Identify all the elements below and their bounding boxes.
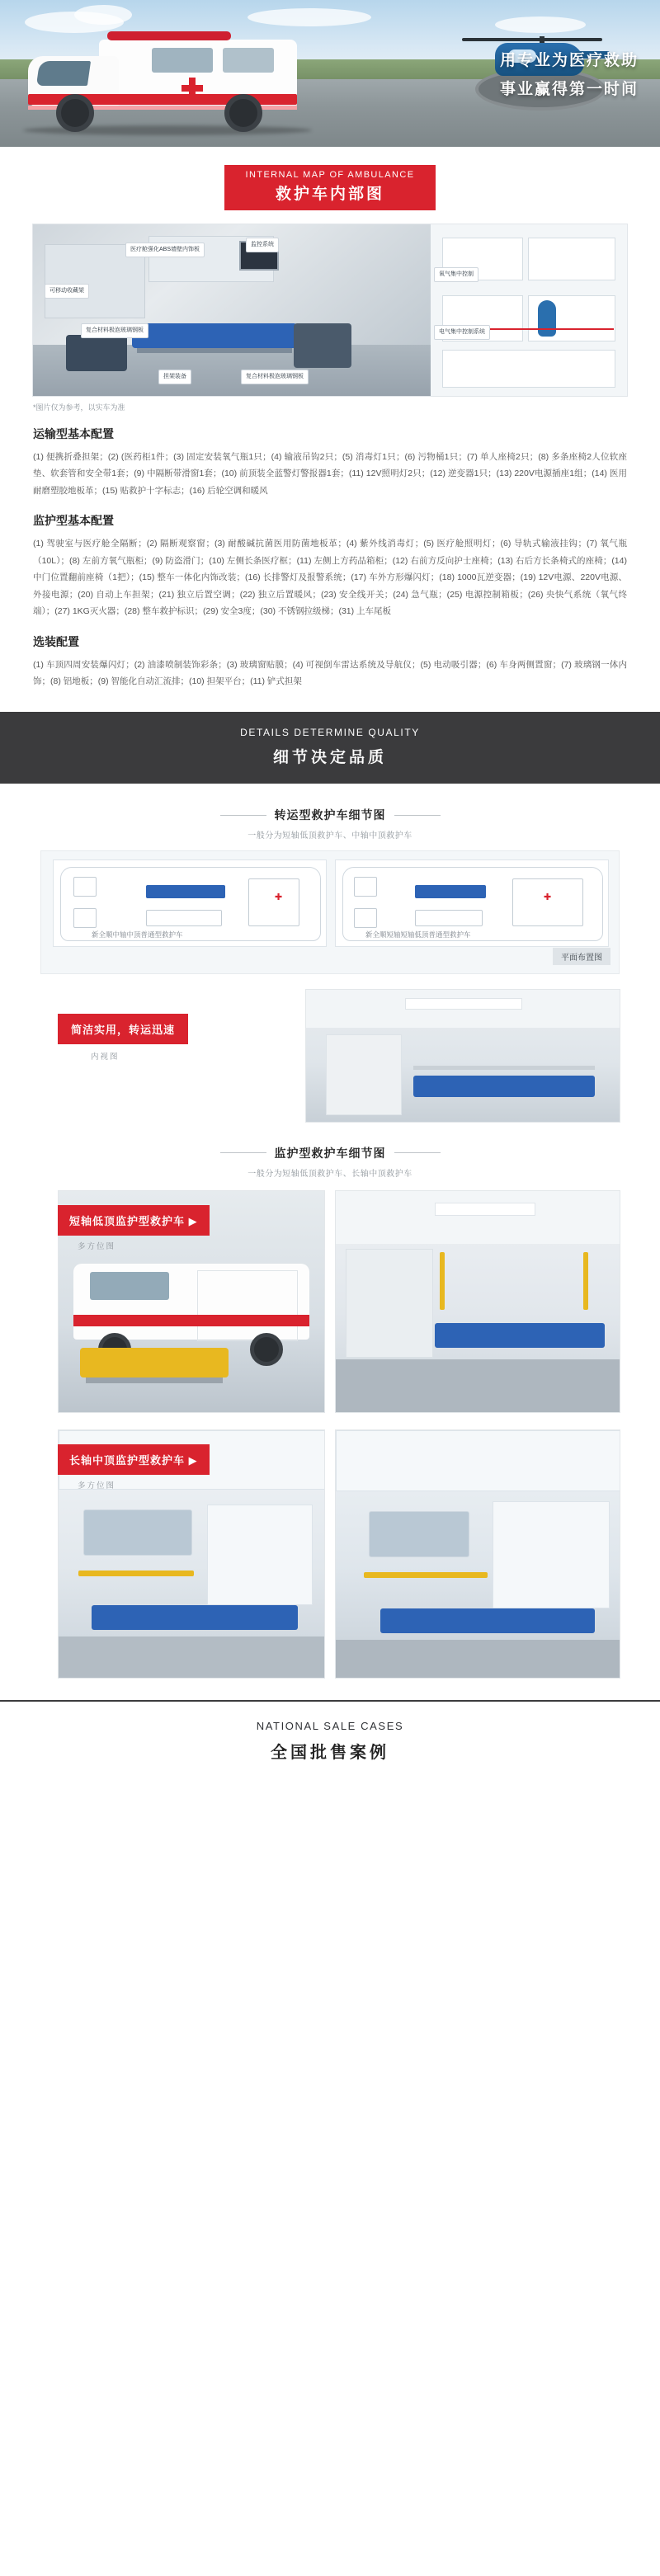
interior-stretcher (132, 323, 297, 348)
cloud-decoration (495, 16, 586, 33)
interior-section-title-wrap (0, 147, 660, 219)
arrow-right-icon: ▶ (188, 1453, 198, 1467)
monitor-detail-desc: 一般分为短轴低顶救护车、长轴中顶救护车 (248, 1169, 412, 1179)
medical-cross-icon (182, 78, 203, 99)
interior-section-title (224, 165, 436, 210)
spec-monitor-body: (1) 驾驶室与医疗舱全隔断；(2) 隔断观察窗；(3) 耐酸碱抗菌医用防菌地板革；(4) 紫外线消毒灯；(5) 医疗舱照明灯；(6) 导轨式输液挂钩；(7) 氧气瓶（10L）；(8) 左前方氧气瓶柜；(9) 防盗滑门；(10) 左侧长条医疗框；(11) 左侧上方药品箱柜；(12) 右前方反向护士座椅；(13) 右后方长条椅式的座椅；(14) 中门位置翻前座椅（1把）；(15) 整车一体化内饰改装；(16) 长排警灯及报警系统；(17) 车外方形爆闪灯；(18) 1000瓦逆变器；(19) 12V电源、220V电源、外接电源；(20) 自动上车担架；(21) 独立后置空调；(22) 独立后置暖风；(23) 安全线开关；(24) 急气瓶；(25) 电源控制箱板；(26) 央快气系统（氧气终端）；(27) 1KG灭火器；(28) 整车救护标识；(29) 安全3度；(30) 不锈钢拉级梯；(31) 上车尾板 (33, 539, 627, 617)
cabin-cabinet (346, 1249, 433, 1358)
interior-seat-right (294, 323, 351, 368)
monitor-short-axis-row (41, 1190, 619, 1411)
interior-title-cn: 救护车内部图 (275, 186, 384, 203)
floorplan-bench (146, 910, 222, 926)
grab-handle (440, 1252, 445, 1310)
divider-line-left (220, 815, 266, 816)
photo-stretcher (413, 1076, 595, 1097)
emergency-lightbar (107, 31, 231, 40)
cabin-floor (59, 1636, 324, 1678)
helicopter-rotor-icon (462, 38, 602, 41)
cabin-ceiling (336, 1430, 620, 1491)
spec-optional-block (33, 633, 627, 690)
floorplan-seat (354, 877, 377, 897)
hero-headline-line1: 用专业为医疗救助 (499, 52, 639, 69)
floorplan-seat (354, 908, 377, 928)
cabin-stretcher (380, 1608, 595, 1633)
details-banner (0, 712, 660, 784)
diagram-label-composite-panel: 复合材料极泡玻璃钢板 (81, 323, 148, 338)
floorplan-rear-area (512, 878, 583, 926)
monitor-detail-heading-wrap (0, 1142, 660, 1179)
transport-detail-heading-row (220, 807, 441, 823)
photo-handrail (413, 1066, 595, 1070)
diagram-label-abs-wall: 医疗舱强化ABS墙壁内饰板 (125, 243, 205, 257)
floorplan-seat (73, 908, 97, 928)
side-window (152, 48, 213, 73)
floorplan-stretcher (415, 885, 486, 898)
monitor-short-callout (58, 1205, 210, 1236)
cloud-decoration (248, 8, 371, 26)
front-wheel (56, 94, 94, 132)
cabin-window (369, 1511, 469, 1557)
diagram-footnote: *图片仅为参考，以实车为准 (33, 403, 125, 412)
monitor-detail-heading: 监护型救护车细节图 (274, 1146, 386, 1160)
cabin-stretcher (435, 1323, 605, 1348)
rear-wheel (224, 94, 262, 132)
cabin-ceiling (336, 1191, 620, 1244)
diagram-label-electrical-control: 电气集中控制系统 (434, 325, 490, 340)
monitor-long-callout (58, 1444, 210, 1475)
ambulance-vehicle (28, 35, 300, 132)
floorplan-right-caption: 新全顺短轴短轴低顶普通型救护车 (365, 930, 471, 940)
hero-headline (500, 48, 639, 99)
transport-callout-text: 简洁实用，转运迅速 (71, 1024, 176, 1037)
cabin-floor (336, 1640, 620, 1678)
medical-cross-icon: ✚ (275, 892, 283, 903)
divider-line-right (394, 1152, 441, 1153)
diagram-label-monitor-system: 监控系统 (246, 238, 279, 252)
transport-detail-heading-wrap (0, 805, 660, 841)
spec-transport-block (33, 426, 627, 499)
floorplan-seat (73, 877, 97, 897)
yellow-stretcher (80, 1348, 229, 1377)
transport-photo-row (41, 989, 619, 1121)
side-window (90, 1272, 169, 1300)
red-stripe (73, 1315, 309, 1326)
diagram-label-stretcher-equipment: 担架装备 (158, 370, 191, 384)
grab-handle (583, 1252, 588, 1310)
grab-handle (78, 1571, 194, 1576)
floorplan-left-caption: 新全顺中轴中顶普通型救护车 (92, 930, 183, 940)
monitor-short-interior-photo (335, 1190, 620, 1413)
national-cases-cn: 全国批售案例 (271, 1743, 389, 1762)
divider-line-left (220, 1152, 266, 1153)
diagram-label-movable-rack: 可移动收藏架 (45, 284, 89, 299)
cabin-stretcher (92, 1605, 298, 1630)
monitor-short-callout-text: 短轴低顶监护型救护车 (69, 1214, 186, 1227)
windshield (36, 61, 91, 86)
spec-transport-body: (1) 便携折叠担架；(2) (医药柜1件；(3) 固定安装氧气瓶1只；(4) 输液吊钩2只；(5) 消毒灯1只；(6) 污物桶1只；(7) 单人座椅2只；(8) 多条座椅2人位软座垫、软套管和安全带1套；(9) 中隔断带滑窗1套；(10) 前顶装全蓝警灯警报器1套；(11) 12V照明灯2只；(12) 逆变器1只；(13) 220V电源插座1组；(14) 医用耐磨塑胶地板革；(15) 贴救护十字标志；(16) 后轮空调和暖风 (33, 452, 627, 496)
hero-banner (0, 0, 660, 147)
floorplan-right (335, 859, 609, 947)
spec-monitor-heading: 监护型基本配置 (33, 514, 114, 528)
transport-callout-sub: 内视图 (91, 1053, 120, 1062)
grab-handle (364, 1572, 488, 1578)
diagram-panel-5 (442, 350, 615, 388)
diagram-panel-2 (528, 238, 615, 280)
photo-ceiling-light (405, 998, 522, 1010)
floorplan-diagram (40, 850, 620, 974)
floorplan-rear-area (248, 878, 299, 926)
transport-callout (58, 1014, 188, 1044)
cabin-cabinet (493, 1501, 610, 1608)
monitor-detail-heading-row (220, 1145, 441, 1161)
monitor-long-callout-sub: 多方位图 (78, 1481, 116, 1491)
transport-interior-photo (305, 989, 620, 1123)
photo-side-seat (326, 1034, 402, 1115)
interior-diagram (32, 224, 628, 397)
monitor-short-callout-sub: 多方位图 (78, 1241, 116, 1251)
floorplan-left (53, 859, 327, 947)
floorplan-stretcher (146, 885, 225, 898)
diagram-label-composite-panel-2: 复合材料极泡玻璃钢板 (241, 370, 309, 384)
floorplan-bench (415, 910, 483, 926)
divider-line-right (394, 815, 441, 816)
cabin-window (83, 1509, 192, 1556)
cabin-interior (336, 1191, 620, 1412)
spec-monitor-block (33, 512, 627, 619)
diagram-person-icon (538, 300, 556, 337)
monitor-long-callout-text: 长轴中顶监护型救护车 (69, 1453, 186, 1467)
interior-title-en: INTERNAL MAP OF AMBULANCE (245, 170, 415, 180)
national-cases-banner (0, 1700, 660, 1784)
rear-window (223, 48, 274, 73)
details-banner-cn: 细节决定品质 (272, 748, 387, 766)
rear-door (197, 1270, 298, 1341)
cabin-cabinet (207, 1505, 313, 1605)
hero-headline-line2: 事业赢得第一时间 (499, 81, 639, 98)
transport-detail-desc: 一般分为短轴低顶救护车、中轴中顶救护车 (248, 831, 412, 841)
monitor-long-axis-row (41, 1429, 619, 1677)
floorplan-badge: 平面布置图 (553, 948, 610, 965)
medical-cross-icon: ✚ (544, 892, 552, 903)
interior-seat-left (66, 335, 127, 371)
cabin-floor (336, 1359, 620, 1412)
transport-detail-heading: 转运型救护车细节图 (274, 808, 386, 822)
national-cases-en: NATIONAL SALE CASES (256, 1719, 404, 1732)
details-banner-en: DETAILS DETERMINE QUALITY (240, 726, 420, 738)
rear-wheel (250, 1333, 283, 1366)
diagram-label-oxygen-control: 氧气集中控制 (434, 267, 478, 282)
spec-optional-body: (1) 车顶四周安装爆闪灯；(2) 油漆喷制装饰彩条；(3) 玻璃窗贴膜；(4) 可视倒车雷达系统及导航仪；(5) 电动吸引器；(6) 车身两侧置窗；(7) 玻璃钢一体内饰；(8) 铝地板；(9) 智能化自动汇流排；(10) 担架平台；(11) 铲式担架 (33, 659, 627, 687)
spec-optional-heading: 选装配置 (33, 634, 79, 648)
spec-transport-heading: 运输型基本配置 (33, 427, 114, 440)
monitor-long-interior-photo-right (335, 1429, 620, 1679)
cloud-decoration (74, 5, 132, 25)
cabin-light (435, 1203, 535, 1216)
arrow-right-icon: ▶ (188, 1214, 198, 1227)
